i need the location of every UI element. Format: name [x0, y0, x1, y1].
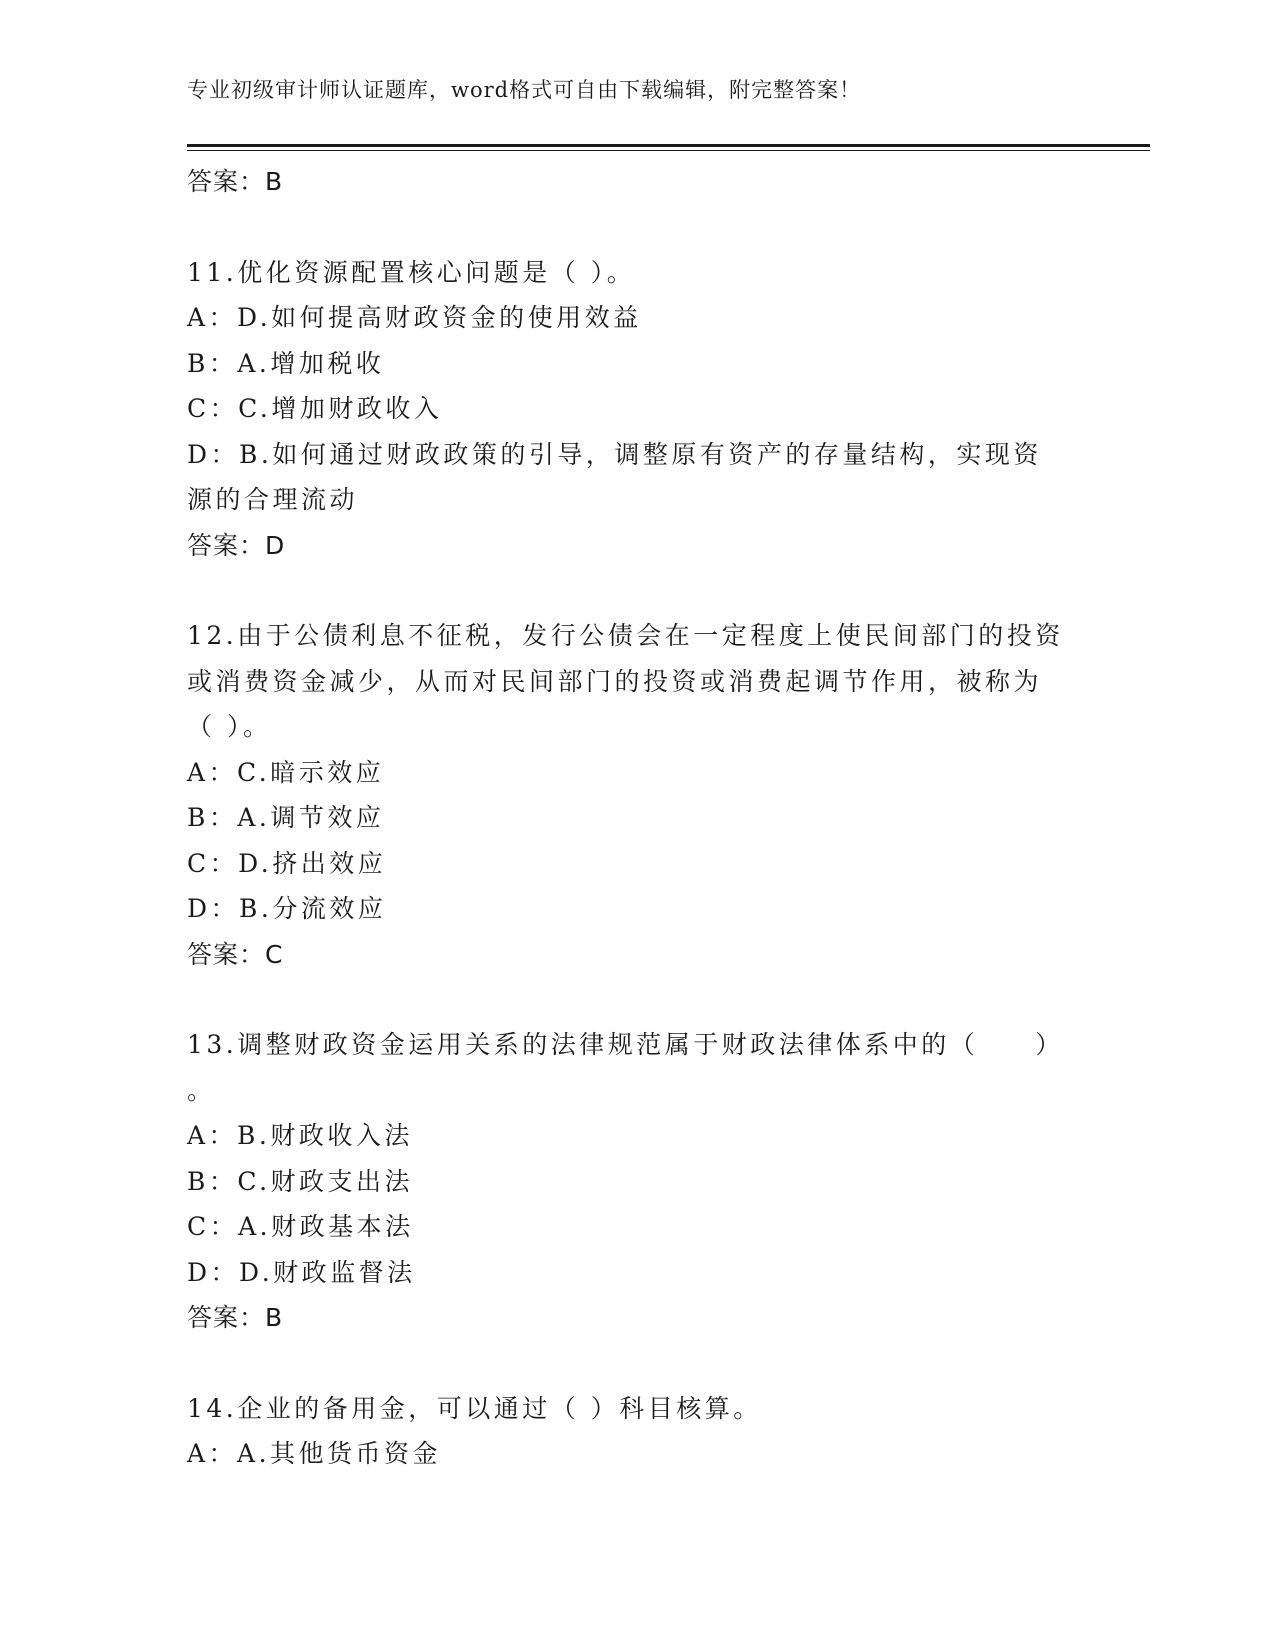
question-list	[187, 159, 1087, 1477]
option-a: A：C.暗示效应	[187, 757, 385, 787]
question-text: 12.由于公债利息不征税，发行公债会在一定程度上使民间部门的投资或消费资金减少，从而对民间部门的投资或消费起调节作用，被称为（ ）。	[187, 621, 1064, 741]
answer-line: 答案：D	[187, 530, 286, 560]
option-d: D：B.如何通过财政政策的引导，调整原有资产的存量结构，实现资源的合理流动	[187, 439, 1042, 514]
header-divider-thin	[187, 150, 1150, 151]
option-c: C：A.财政基本法	[187, 1212, 414, 1241]
question-text: 14.企业的备用金，可以通过（ ）科目核算。	[187, 1393, 762, 1423]
option-c: C：D.挤出效应	[187, 848, 387, 878]
block-spacer	[187, 1341, 1087, 1386]
question-11	[187, 250, 1087, 569]
option-b: B：A.调节效应	[187, 803, 385, 832]
question-text: 13.调整财政资金运用关系的法律规范属于财政法律体系中的（ ）	[187, 1030, 1064, 1059]
header-divider-thick	[187, 144, 1150, 147]
option-c: C：C.增加财政收入	[187, 394, 443, 423]
question-text: 11.优化资源配置核心问题是（ ）。	[187, 257, 636, 287]
option-a: A：D.如何提高财政资金的使用效益	[187, 303, 642, 332]
option-d: D：D.财政监督法	[187, 1257, 416, 1287]
question-text-continuation: 。	[187, 1075, 216, 1105]
option-a: A：A.其他货币资金	[187, 1439, 442, 1468]
question-14	[187, 1386, 1087, 1477]
answer-line: 答案：B	[187, 1303, 284, 1332]
question-13	[187, 1022, 1087, 1341]
option-a: A：B.财政收入法	[187, 1121, 413, 1150]
answer-line: 答案：C	[187, 939, 284, 969]
header-note: 专业初级审计师认证题库，word格式可自由下载编辑，附完整答案！	[187, 78, 862, 102]
option-b: B：C.财政支出法	[187, 1166, 414, 1196]
block-spacer	[187, 205, 1087, 250]
answer-line: 答案：B	[187, 167, 284, 196]
option-b: B：A.增加税收	[187, 348, 385, 378]
block-spacer	[187, 568, 1087, 613]
block-spacer	[187, 977, 1087, 1022]
question-12	[187, 613, 1087, 977]
option-d: D：B.分流效应	[187, 894, 387, 923]
